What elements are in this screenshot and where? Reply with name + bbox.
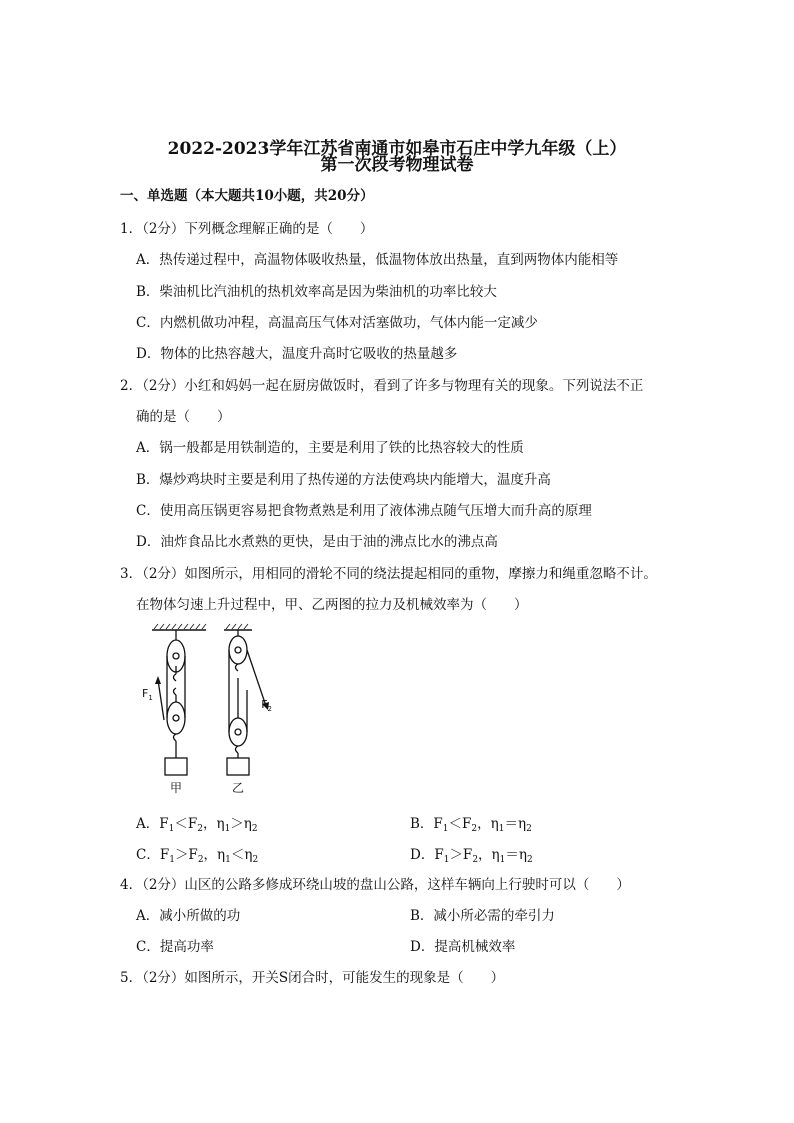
q3-option-d: D．$F_1>F_2$，$\eta_1=\eta_2$: [410, 847, 533, 865]
q4-option-d: D．提高机械效率: [410, 939, 516, 955]
q4-option-b: B．减小所必需的牵引力: [410, 908, 555, 924]
q5-stem: 5．（2分）如图所示，开关S闭合时，可能发生的现象是（ ）: [120, 970, 505, 986]
ceiling-yi: [224, 624, 252, 630]
q3-stem-line1: 3．（2分）如图所示，用相同的滑轮不同的绕法提起相同的重物，摩擦力和绳重忽略不计。: [120, 566, 657, 582]
q2-option-c: C．使用高压锅更容易把食物煮熟是利用了液体沸点随气压增大而升高的原理: [136, 503, 592, 519]
q3-option-a: A．$F_1<F_2$，$\eta_1>\eta_2$: [136, 816, 258, 834]
ceiling-jia: [152, 624, 206, 630]
q2-option-d: D．油炸食品比水煮熟的更快，是由于油的沸点比水的沸点高: [136, 534, 498, 550]
pulley-figure: [138, 622, 272, 797]
label-f1: $F_1$: [142, 687, 153, 702]
q4-option-c: C．提高功率: [136, 939, 214, 955]
q2-option-b: B．爆炒鸡块时主要是利用了热传递的方法使鸡块内能增大，温度升高: [136, 472, 551, 488]
q1-option-d: D．物体的比热容越大，温度升高时它吸收的热量越多: [136, 346, 458, 362]
q2-stem-line2: 确的是（ ）: [136, 409, 231, 425]
q1-option-b: B．柴油机比汽油机的热机效率高是因为柴油机的功率比较大: [136, 284, 497, 300]
pulley-system-jia: [155, 630, 187, 775]
label-jia: 甲: [169, 781, 183, 795]
exam-title-line1: 2022-2023学年江苏省南通市如皋市石庄中学九年级（上）: [167, 139, 627, 159]
exam-title-line2: 第一次段考物理试卷: [320, 155, 474, 175]
q4-option-a: A．减小所做的功: [136, 908, 241, 924]
q3-option-b: B．$F_1<F_2$，$\eta_1=\eta_2$: [410, 816, 532, 834]
q1-option-a: A．热传递过程中，高温物体吸收热量，低温物体放出热量，直到两物体内能相等: [136, 252, 619, 268]
q2-option-a: A．锅一般都是用铁制造的，主要是利用了铁的比热容较大的性质: [136, 440, 524, 456]
section-heading: 一、单选题（本大题共10小题，共20分）: [120, 188, 374, 204]
label-yi: 乙: [231, 781, 245, 795]
q3-option-c: C．$F_1>F_2$，$\eta_1<\eta_2$: [136, 847, 259, 865]
q3-stem-line2: 在物体匀速上升过程中，甲、乙两图的拉力及机械效率为（ ）: [136, 597, 528, 613]
q4-stem: 4．（2分）山区的公路多修成环绕山坡的盘山公路，这样车辆向上行驶时可以（ ）: [120, 877, 630, 893]
q2-stem-line1: 2．（2分）小红和妈妈一起在厨房做饭时，看到了许多与物理有关的现象。下列说法不正: [120, 378, 644, 394]
q1-option-c: C．内燃机做功冲程，高温高压气体对活塞做功，气体内能一定减少: [136, 315, 538, 331]
label-f2: $F_2$: [261, 698, 272, 713]
q1-stem: 1．（2分）下列概念理解正确的是（ ）: [120, 221, 374, 237]
